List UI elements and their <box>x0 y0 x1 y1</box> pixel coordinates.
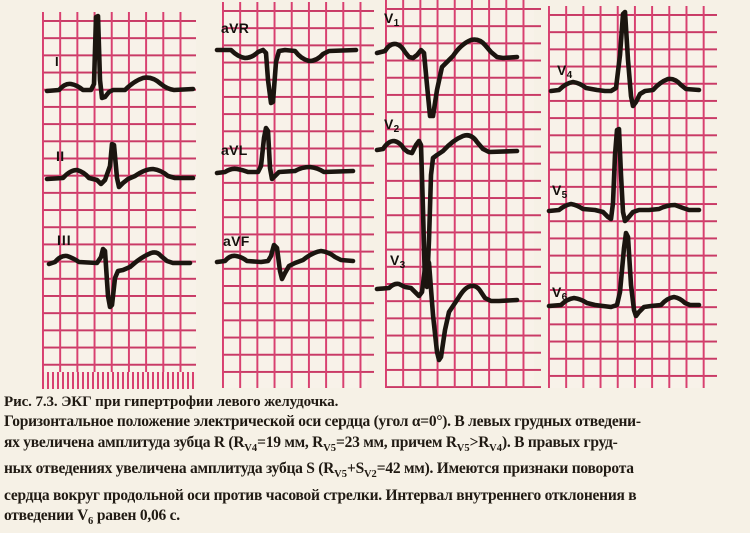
caption-text: ях увеличена амплитуда зубца R (R <box>4 433 245 451</box>
caption-line <box>4 433 748 460</box>
lead-label-III <box>57 233 72 247</box>
caption-text: =19 мм, R <box>257 433 324 451</box>
lead-V5-trace <box>549 129 699 221</box>
lead-label-subscript: 2 <box>393 124 400 135</box>
lead-label-text: II <box>56 148 65 164</box>
caption-line: Горизонтальное положение электрической оси сердца (угол α=0°). В левых грудных отведени- <box>4 413 641 430</box>
caption-text: отведении V <box>4 507 89 525</box>
caption-subscript: V4 <box>244 442 258 454</box>
lead-label-I <box>55 55 59 69</box>
figure-caption <box>4 392 748 533</box>
lead-label-text: V <box>552 284 562 300</box>
caption-subscript: V5 <box>323 442 336 454</box>
caption-subscript: V5 <box>334 469 347 481</box>
lead-label-subscript: 3 <box>399 260 406 271</box>
lead-label-text: V <box>390 252 400 268</box>
lead-label-aVR <box>221 21 249 35</box>
lead-label-text: aVR <box>221 20 250 36</box>
lead-V4-trace <box>551 12 699 106</box>
caption-text: =23 мм, причем R <box>335 433 457 451</box>
lead-label-text: aVF <box>223 233 250 249</box>
lead-label-text: V <box>384 10 394 26</box>
lead-label-V4 <box>557 63 572 83</box>
caption-title: Рис. 7.3. ЭКГ при гипертрофии левого желудочка. <box>4 394 339 410</box>
lead-I-trace <box>47 16 193 98</box>
lead-label-subscript: 1 <box>393 18 400 29</box>
lead-III-trace <box>49 249 190 307</box>
lead-label-text: III <box>57 232 72 248</box>
caption-subscript: V4 <box>489 442 503 454</box>
caption-text: >R <box>469 433 490 451</box>
lead-label-text: V <box>557 62 567 78</box>
caption-subscript: V2 <box>363 469 377 481</box>
caption-line: сердца вокруг продольной оси против часовой стрелки. Интервал внутреннего отклонения в <box>4 486 637 504</box>
caption-subscript: V5 <box>456 442 470 454</box>
lead-label-text: V <box>384 116 394 132</box>
lead-V6-trace <box>549 233 699 316</box>
caption-text: ). В правых груд- <box>502 433 618 451</box>
caption-text: +S <box>346 460 364 478</box>
lead-label-V1 <box>384 11 399 31</box>
lead-V1-trace <box>377 40 517 116</box>
lead-label-subscript: 5 <box>561 190 568 201</box>
lead-label-II <box>56 149 64 163</box>
caption-text: =42 мм). Имеются признаки поворота <box>376 460 634 478</box>
lead-label-aVF <box>223 234 250 248</box>
lead-label-aVL <box>221 143 248 157</box>
lead-aVF-trace <box>217 245 353 279</box>
caption-text: равен 0,06 с. <box>93 507 180 525</box>
lead-label-V5 <box>552 183 567 203</box>
lead-label-V3 <box>390 253 405 273</box>
lead-label-text: I <box>55 54 59 69</box>
caption-text: ных отведениях увеличена амплитуда зубца S (R <box>4 460 335 478</box>
lead-label-text: aVL <box>221 142 248 158</box>
lead-label-subscript: 4 <box>566 70 573 81</box>
lead-V3-trace <box>377 258 517 360</box>
lead-label-V2 <box>384 117 399 137</box>
lead-label-text: V <box>552 182 562 198</box>
caption-line <box>4 459 748 486</box>
lead-II-trace <box>47 144 193 187</box>
lead-label-subscript: 6 <box>561 292 568 303</box>
caption-subscript: 6 <box>88 516 94 528</box>
caption-line <box>4 506 748 533</box>
lead-label-V6 <box>552 285 567 305</box>
lead-aVR-trace <box>217 50 356 103</box>
